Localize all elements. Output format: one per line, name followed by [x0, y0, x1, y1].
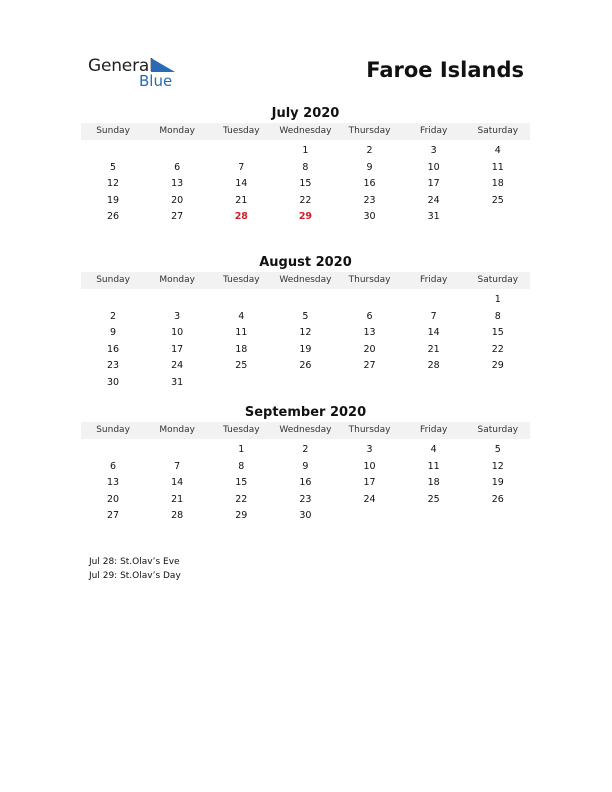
holiday-note: Jul 28: St.Olav’s Eve [89, 557, 180, 567]
day-cell: 6 [110, 460, 117, 472]
week-row [81, 442, 530, 459]
month-july [81, 105, 530, 226]
day-cell: 29 [235, 510, 248, 522]
day-cell: 10 [171, 327, 184, 339]
weeks-grid [81, 143, 530, 226]
week-row [81, 475, 530, 492]
day-cell: 18 [491, 178, 504, 190]
day-cell: 22 [299, 194, 312, 206]
day-cell: 15 [299, 178, 312, 190]
day-cell: 22 [491, 343, 504, 355]
week-row [81, 292, 530, 309]
weekday-label: Tuesday [223, 275, 260, 285]
weekday-label: Monday [159, 425, 195, 435]
day-cell [145, 143, 209, 160]
day-cell [209, 292, 273, 309]
day-cell: 5 [302, 310, 309, 322]
day-cell: 25 [235, 360, 248, 372]
week-row [81, 358, 530, 375]
day-cell: 24 [171, 360, 184, 372]
day-cell: 13 [107, 477, 120, 489]
day-cell: 4 [238, 310, 245, 322]
day-cell: 14 [235, 178, 248, 190]
day-cell: 24 [363, 493, 376, 505]
day-cell [81, 143, 145, 160]
day-cell: 4 [430, 444, 437, 455]
day-cell: 26 [299, 360, 312, 372]
weekday-label: Monday [159, 126, 195, 136]
day-cell: 14 [171, 477, 184, 489]
week-row [81, 342, 530, 359]
day-cell: 19 [299, 343, 312, 355]
day-cell [145, 292, 209, 309]
day-cell: 7 [430, 310, 437, 322]
weekday-label: Saturday [477, 126, 519, 136]
day-cell: 21 [427, 343, 440, 355]
logo-text-blue: Blue [139, 72, 173, 90]
day-cell: 3 [174, 310, 181, 322]
holiday-day-cell: 29 [298, 211, 313, 223]
weekday-header-row [81, 272, 530, 289]
day-cell: 21 [171, 493, 184, 505]
day-cell: 9 [366, 161, 373, 173]
weekday-label: Friday [420, 126, 448, 136]
day-cell: 20 [363, 343, 376, 355]
day-cell: 26 [491, 493, 504, 505]
day-cell [145, 442, 209, 459]
day-cell: 23 [107, 360, 120, 372]
weekday-label: Monday [159, 275, 195, 285]
week-row [81, 375, 530, 392]
day-cell: 13 [363, 327, 376, 339]
month-august [81, 254, 530, 392]
day-cell: 30 [107, 376, 120, 388]
day-cell: 11 [235, 327, 248, 339]
month-title: September 2020 [244, 405, 367, 420]
day-cell: 4 [494, 145, 501, 156]
weekday-label: Wednesday [279, 425, 332, 435]
day-cell [402, 375, 466, 392]
day-cell: 23 [363, 194, 376, 206]
day-cell: 17 [171, 343, 184, 355]
week-row [81, 459, 530, 476]
day-cell [273, 375, 337, 392]
weekday-label: Sunday [96, 126, 130, 136]
day-cell [338, 292, 402, 309]
day-cell: 20 [171, 194, 184, 206]
week-row [81, 309, 530, 326]
day-cell [338, 375, 402, 392]
week-row [81, 176, 530, 193]
day-cell [466, 508, 530, 525]
weekday-label: Tuesday [223, 126, 260, 136]
week-row [81, 325, 530, 342]
day-cell: 2 [110, 310, 117, 322]
day-cell: 10 [427, 161, 440, 173]
day-cell [81, 292, 145, 309]
day-cell: 10 [363, 460, 376, 472]
weekday-label: Wednesday [279, 126, 332, 136]
day-cell [273, 292, 337, 309]
day-cell: 25 [491, 194, 504, 206]
day-cell: 18 [427, 477, 440, 489]
day-cell: 9 [110, 327, 117, 339]
weekday-label: Sunday [96, 275, 130, 285]
day-cell: 27 [107, 510, 120, 522]
day-cell: 15 [235, 477, 248, 489]
day-cell: 1 [494, 294, 501, 305]
day-cell: 16 [107, 343, 120, 355]
day-cell: 13 [171, 178, 184, 190]
day-cell: 17 [427, 178, 440, 190]
day-cell: 11 [427, 460, 440, 472]
weekday-label: Wednesday [279, 275, 332, 285]
day-cell: 31 [171, 376, 184, 388]
day-cell: 27 [171, 211, 184, 223]
day-cell: 30 [363, 211, 376, 223]
day-cell: 1 [238, 444, 245, 455]
day-cell: 16 [363, 178, 376, 190]
week-row [81, 143, 530, 160]
day-cell: 3 [430, 145, 437, 156]
week-row [81, 160, 530, 177]
day-cell: 31 [427, 211, 440, 223]
day-cell [209, 143, 273, 160]
day-cell: 3 [366, 444, 373, 455]
day-cell [466, 375, 530, 392]
day-cell: 5 [494, 444, 501, 455]
day-cell: 12 [491, 460, 504, 472]
day-cell: 8 [302, 161, 309, 173]
day-cell: 7 [238, 161, 245, 173]
day-cell: 19 [491, 477, 504, 489]
day-cell [209, 375, 273, 392]
week-row [81, 193, 530, 210]
holiday-note: Jul 29: St.Olav’s Day [89, 571, 181, 581]
day-cell: 16 [299, 477, 312, 489]
day-cell: 11 [491, 161, 504, 173]
day-cell: 30 [299, 510, 312, 522]
day-cell: 2 [366, 145, 373, 156]
day-cell: 20 [107, 493, 120, 505]
week-row [81, 492, 530, 509]
day-cell: 9 [302, 460, 309, 472]
month-september [81, 404, 530, 525]
logo-text-general: General [88, 56, 154, 76]
day-cell: 28 [427, 360, 440, 372]
weekday-header-row [81, 123, 530, 140]
day-cell: 19 [107, 194, 120, 206]
day-cell: 21 [235, 194, 248, 206]
week-row [81, 209, 530, 226]
day-cell [466, 209, 530, 226]
generalblue-logo [88, 56, 188, 92]
day-cell: 22 [235, 493, 248, 505]
day-cell: 7 [174, 460, 181, 472]
weeks-grid [81, 442, 530, 525]
day-cell [402, 508, 466, 525]
weekday-label: Saturday [477, 425, 519, 435]
weekday-label: Sunday [96, 425, 130, 435]
day-cell: 27 [363, 360, 376, 372]
day-cell [402, 292, 466, 309]
day-cell: 17 [363, 477, 376, 489]
day-cell: 12 [299, 327, 312, 339]
day-cell: 28 [171, 510, 184, 522]
day-cell: 15 [491, 327, 504, 339]
weekday-label: Friday [420, 425, 448, 435]
day-cell: 18 [235, 343, 248, 355]
holiday-day-cell: 28 [234, 211, 248, 223]
day-cell: 26 [107, 211, 120, 223]
weekday-label: Saturday [477, 275, 519, 285]
day-cell: 5 [110, 161, 117, 173]
weekday-header-row [81, 422, 530, 439]
day-cell: 12 [107, 178, 120, 190]
day-cell: 14 [427, 327, 440, 339]
day-cell: 8 [238, 460, 245, 472]
day-cell: 8 [494, 310, 501, 322]
day-cell: 23 [299, 493, 312, 505]
country-title: Faroe Islands [366, 58, 524, 82]
day-cell: 24 [427, 194, 440, 206]
logo-flag-icon [151, 58, 175, 72]
month-title: July 2020 [271, 106, 340, 121]
weekday-label: Thursday [348, 126, 391, 136]
day-cell: 2 [302, 444, 309, 455]
day-cell [338, 508, 402, 525]
weekday-label: Thursday [348, 425, 391, 435]
day-cell [81, 442, 145, 459]
day-cell: 6 [174, 161, 181, 173]
holiday-notes [89, 555, 181, 583]
day-cell: 1 [302, 145, 309, 156]
week-row [81, 508, 530, 525]
month-title: August 2020 [259, 255, 352, 270]
weekday-label: Friday [420, 275, 448, 285]
weekday-label: Thursday [348, 275, 391, 285]
day-cell: 6 [366, 310, 373, 322]
weeks-grid [81, 292, 530, 392]
day-cell: 29 [491, 360, 504, 372]
day-cell: 25 [427, 493, 440, 505]
weekday-label: Tuesday [223, 425, 260, 435]
